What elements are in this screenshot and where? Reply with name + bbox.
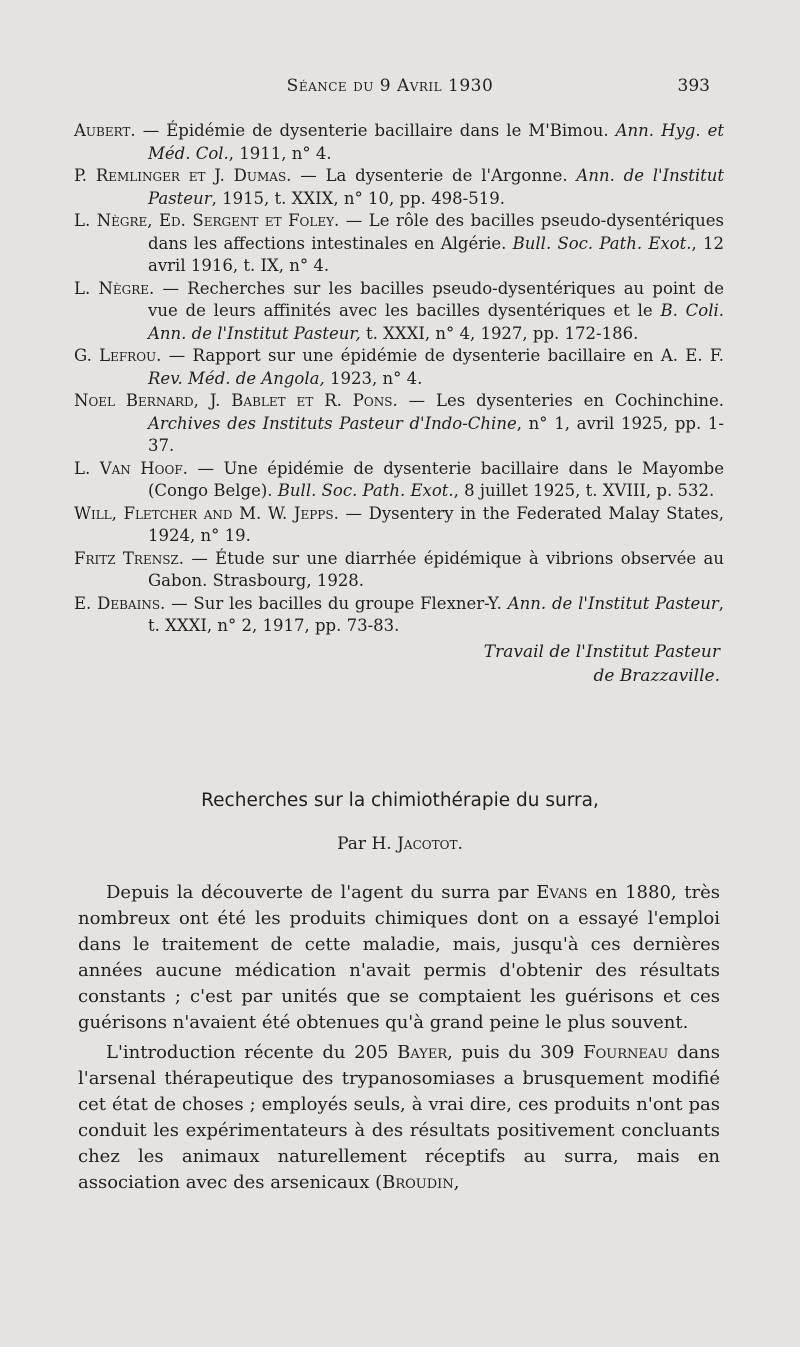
paragraph (78, 880, 720, 1036)
reference-author: Aubert. (74, 121, 136, 140)
reference-journal: Ann. de l'Institut Pasteur (148, 166, 724, 208)
person-name: Broudin (382, 1172, 454, 1193)
byline-prefix: Par H. (337, 834, 398, 854)
reference-text: — La dysenterie de l'Argonne. (291, 166, 577, 185)
author-name: Jacotot. (397, 834, 463, 854)
reference-journal: Bull. Soc. Path. Exot. (277, 481, 454, 500)
running-title: Séance du 9 Avril 1930 (286, 76, 494, 96)
reference-text: — Une épidémie de dysenterie bacillaire dans le Mayombe (Congo Belge). (148, 458, 724, 500)
reference-details: t. XXXI, n° 4, 1927, pp. 172-186. (360, 323, 639, 343)
reference-text: — Les dysenteries en Cochinchine. (397, 391, 725, 410)
reference-details: , 1915, t. XXIX, n° 10, pp. 498-519. (211, 188, 505, 208)
reference-item (74, 390, 724, 458)
running-head (0, 76, 800, 100)
reference-author: Fritz Trensz. (74, 548, 185, 568)
paragraph (78, 1040, 720, 1196)
reference-journal: B. Coli. Ann. de l'Institut Pasteur, (148, 301, 724, 343)
reference-text: — Dysentery in the Federated Malay States, 1924, n° 19. (148, 503, 724, 545)
article-body (78, 880, 720, 1196)
reference-author: L. Nègre, Ed. Sergent et Foley. (74, 211, 340, 230)
attribution (420, 640, 720, 688)
paragraph-text: L'introduction récente du 205 (106, 1042, 398, 1063)
reference-item (74, 458, 724, 503)
reference-author: G. Lefrou. (74, 346, 162, 365)
reference-text: — Le rôle des bacilles pseudo-dysentériques dans les affections intestinales en Algérie. (148, 211, 724, 253)
reference-journal: Rev. Méd. de Angola, (148, 368, 325, 388)
paragraph-text: en 1880, très nombreux ont été les produits chimiques dont on a essayé l'emploi dans le traitement de cette maladie, mais, jusqu'à ces dernières années aucune médication n'avait permis d'obtenir des résultats constants ; c'est par unités que se comptaient les guérisons et ces guérisons n'avaient été obtenues qu'à grand peine le plus souvent. (78, 882, 720, 1033)
reference-item (74, 503, 724, 548)
reference-item (74, 345, 724, 390)
reference-text: — Rapport sur une épidémie de dysenterie bacillaire en A. E. F. (161, 346, 724, 365)
paragraph-text: dans l'arsenal thérapeutique des trypanosomiases a brusquement modifié cet état de choses ; employés seuls, à vrai dire, ces produits n'ont pas conduit les expérimentateurs à des résultats positivement concluants chez les animaux naturellement réceptifs au surra, mais en association avec des arsenicaux ( (78, 1042, 720, 1193)
reference-text: — Recherches sur les bacilles pseudo-dysentériques au point de vue de leurs affinités avec les bacilles dysentériques et le (148, 278, 724, 320)
article-title: Recherches sur la chimiothérapie du surra, (201, 790, 599, 811)
reference-item (74, 210, 724, 278)
reference-details: 1923, n° 4. (324, 368, 423, 388)
paragraph-text: Depuis la découverte de l'agent du surra par (106, 882, 537, 903)
attribution-line: de Brazzaville. (593, 666, 720, 686)
person-name: Bayer (397, 1042, 448, 1063)
reference-journal: Ann. de l'Institut Pasteur (507, 593, 719, 613)
reference-journal: Ann. Hyg. et Méd. Col. (148, 121, 724, 163)
reference-details: , 1911, n° 4. (228, 143, 332, 163)
reference-text: — Épidémie de dysenterie bacillaire dans le M'Bimou. (135, 121, 616, 140)
reference-journal: Bull. Soc. Path. Exot. (512, 233, 692, 253)
reference-list (74, 120, 724, 638)
reference-author: L. Van Hoof. (74, 458, 188, 478)
reference-item (74, 120, 724, 165)
reference-details: , t. XXXI, n° 2, 1917, pp. 73-83. (148, 593, 724, 635)
reference-author: Noel Bernard, J. Bablet et R. Pons. (74, 391, 398, 410)
page-number: 393 (677, 76, 710, 96)
reference-details: , 8 juillet 1925, t. XVIII, p. 532. (453, 481, 715, 500)
reference-item (74, 593, 724, 638)
reference-author: Will, Fletcher and M. W. Jepps. (74, 503, 339, 523)
reference-journal: Archives des Instituts Pasteur d'Indo-Chine (148, 413, 517, 433)
person-name: Evans (536, 882, 588, 903)
reference-item (74, 278, 724, 346)
reference-author: E. Debains. (74, 593, 166, 613)
attribution-line: Travail de l'Institut Pasteur (483, 642, 720, 662)
reference-details: , n° 1, avril 1925, pp. 1-37. (148, 413, 724, 455)
reference-author: L. Nègre. (74, 278, 155, 298)
reference-text: — Sur les bacilles du groupe Flexner-Y. (165, 593, 508, 613)
reference-author: P. Remlinger et J. Dumas. (74, 166, 292, 185)
reference-item (74, 548, 724, 593)
byline (0, 834, 800, 854)
paragraph-text: , (453, 1172, 460, 1193)
person-name: Fourneau (583, 1042, 669, 1063)
reference-details: , 12 avril 1916, t. IX, n° 4. (148, 233, 724, 275)
reference-text: — Étude sur une diarrhée épidémique à vibrions observée au Gabon. Strasbourg, 1928. (148, 548, 724, 590)
reference-item (74, 165, 724, 210)
paragraph-text: , puis du 309 (447, 1042, 584, 1063)
